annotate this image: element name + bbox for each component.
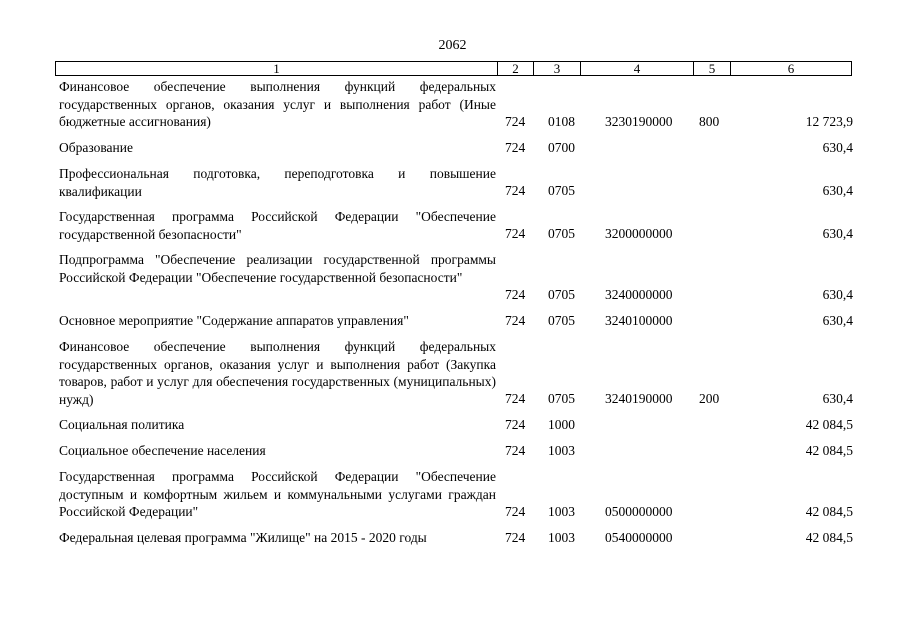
row-description: Образование bbox=[59, 140, 133, 155]
header-col-2: 2 bbox=[498, 62, 534, 75]
row-col-2: 724 bbox=[505, 183, 526, 198]
row-description: Финансовое обеспечение выполнения функций федеральных государственных органов, оказания услуг и выполнения работ (Иные бюджетные ассигнования) bbox=[59, 79, 496, 129]
row-col-3: 0705 bbox=[548, 183, 575, 198]
row-col-3: 1003 bbox=[548, 443, 575, 458]
row-description: Основное мероприятие "Содержание аппаратов управления" bbox=[59, 313, 409, 328]
row-col-6: 12 723,9 bbox=[805, 114, 853, 129]
row-col-6: 630,4 bbox=[822, 140, 853, 155]
row-col-4: 3240190000 bbox=[605, 391, 673, 406]
row-col-6: 630,4 bbox=[822, 313, 853, 328]
row-description: Социальная политика bbox=[59, 417, 185, 432]
row-description: Профессиональная подготовка, переподготовка и повышение квалификации bbox=[59, 166, 496, 199]
row-col-3: 0705 bbox=[548, 391, 575, 406]
row-col-2: 724 bbox=[505, 417, 526, 432]
row-col-2: 724 bbox=[505, 391, 526, 406]
row-description: Государственная программа Российской Федерации "Обеспечение государственной безопасности" bbox=[59, 209, 496, 242]
row-col-6: 630,4 bbox=[822, 391, 853, 406]
header-col-3: 3 bbox=[534, 62, 581, 75]
row-col-3: 0705 bbox=[548, 287, 575, 302]
header-col-1: 1 bbox=[56, 62, 498, 75]
row-col-6: 630,4 bbox=[822, 287, 853, 302]
row-description: Финансовое обеспечение выполнения функций федеральных государственных органов, оказания услуг и выполнения работ (Закупка товаров, работ и услуг для обеспечения государственных (муниципальных) нужд) bbox=[59, 339, 496, 407]
row-col-3: 0705 bbox=[548, 226, 575, 241]
row-col-2: 724 bbox=[505, 313, 526, 328]
table-header bbox=[55, 61, 852, 76]
row-col-5: 200 bbox=[699, 391, 720, 406]
header-col-5: 5 bbox=[694, 62, 731, 75]
row-col-5: 800 bbox=[699, 114, 720, 129]
row-col-4: 3200000000 bbox=[605, 226, 673, 241]
page-number: 2062 bbox=[438, 38, 467, 53]
row-col-4: 3240100000 bbox=[605, 313, 673, 328]
row-col-2: 724 bbox=[505, 530, 526, 545]
row-col-2: 724 bbox=[505, 443, 526, 458]
row-col-2: 724 bbox=[505, 504, 526, 519]
row-col-2: 724 bbox=[505, 114, 526, 129]
header-col-6: 6 bbox=[787, 61, 795, 76]
row-col-6: 42 084,5 bbox=[805, 504, 853, 519]
row-col-6: 42 084,5 bbox=[805, 530, 853, 545]
row-col-6: 630,4 bbox=[822, 183, 853, 198]
header-col-4: 4 bbox=[581, 62, 694, 75]
row-col-6: 42 084,5 bbox=[805, 443, 853, 458]
row-col-3: 1003 bbox=[548, 530, 575, 545]
row-description: Подпрограмма "Обеспечение реализации государственной программы Российской Федерации "Обеспечение государственной безопасности" bbox=[59, 252, 496, 285]
row-col-3: 0705 bbox=[548, 313, 575, 328]
row-col-4: 3240000000 bbox=[605, 287, 673, 302]
row-col-2: 724 bbox=[505, 226, 526, 241]
row-description: Государственная программа Российской Федерации "Обеспечение доступным и комфортным жильем и коммунальными услугами граждан Российской Федерации" bbox=[59, 469, 496, 519]
row-description: Социальное обеспечение населения bbox=[59, 443, 266, 458]
row-col-3: 1003 bbox=[548, 504, 575, 519]
row-col-4: 3230190000 bbox=[605, 114, 673, 129]
row-col-6: 630,4 bbox=[822, 226, 853, 241]
row-col-3: 1000 bbox=[548, 417, 575, 432]
row-col-4: 0500000000 bbox=[605, 504, 673, 519]
row-col-3: 0108 bbox=[548, 114, 575, 129]
row-col-3: 0700 bbox=[548, 140, 575, 155]
row-description: Федеральная целевая программа "Жилище" на 2015 - 2020 годы bbox=[59, 530, 427, 545]
row-col-6: 42 084,5 bbox=[805, 417, 853, 432]
row-col-4: 0540000000 bbox=[605, 530, 673, 545]
row-col-2: 724 bbox=[505, 287, 526, 302]
row-col-2: 724 bbox=[505, 140, 526, 155]
